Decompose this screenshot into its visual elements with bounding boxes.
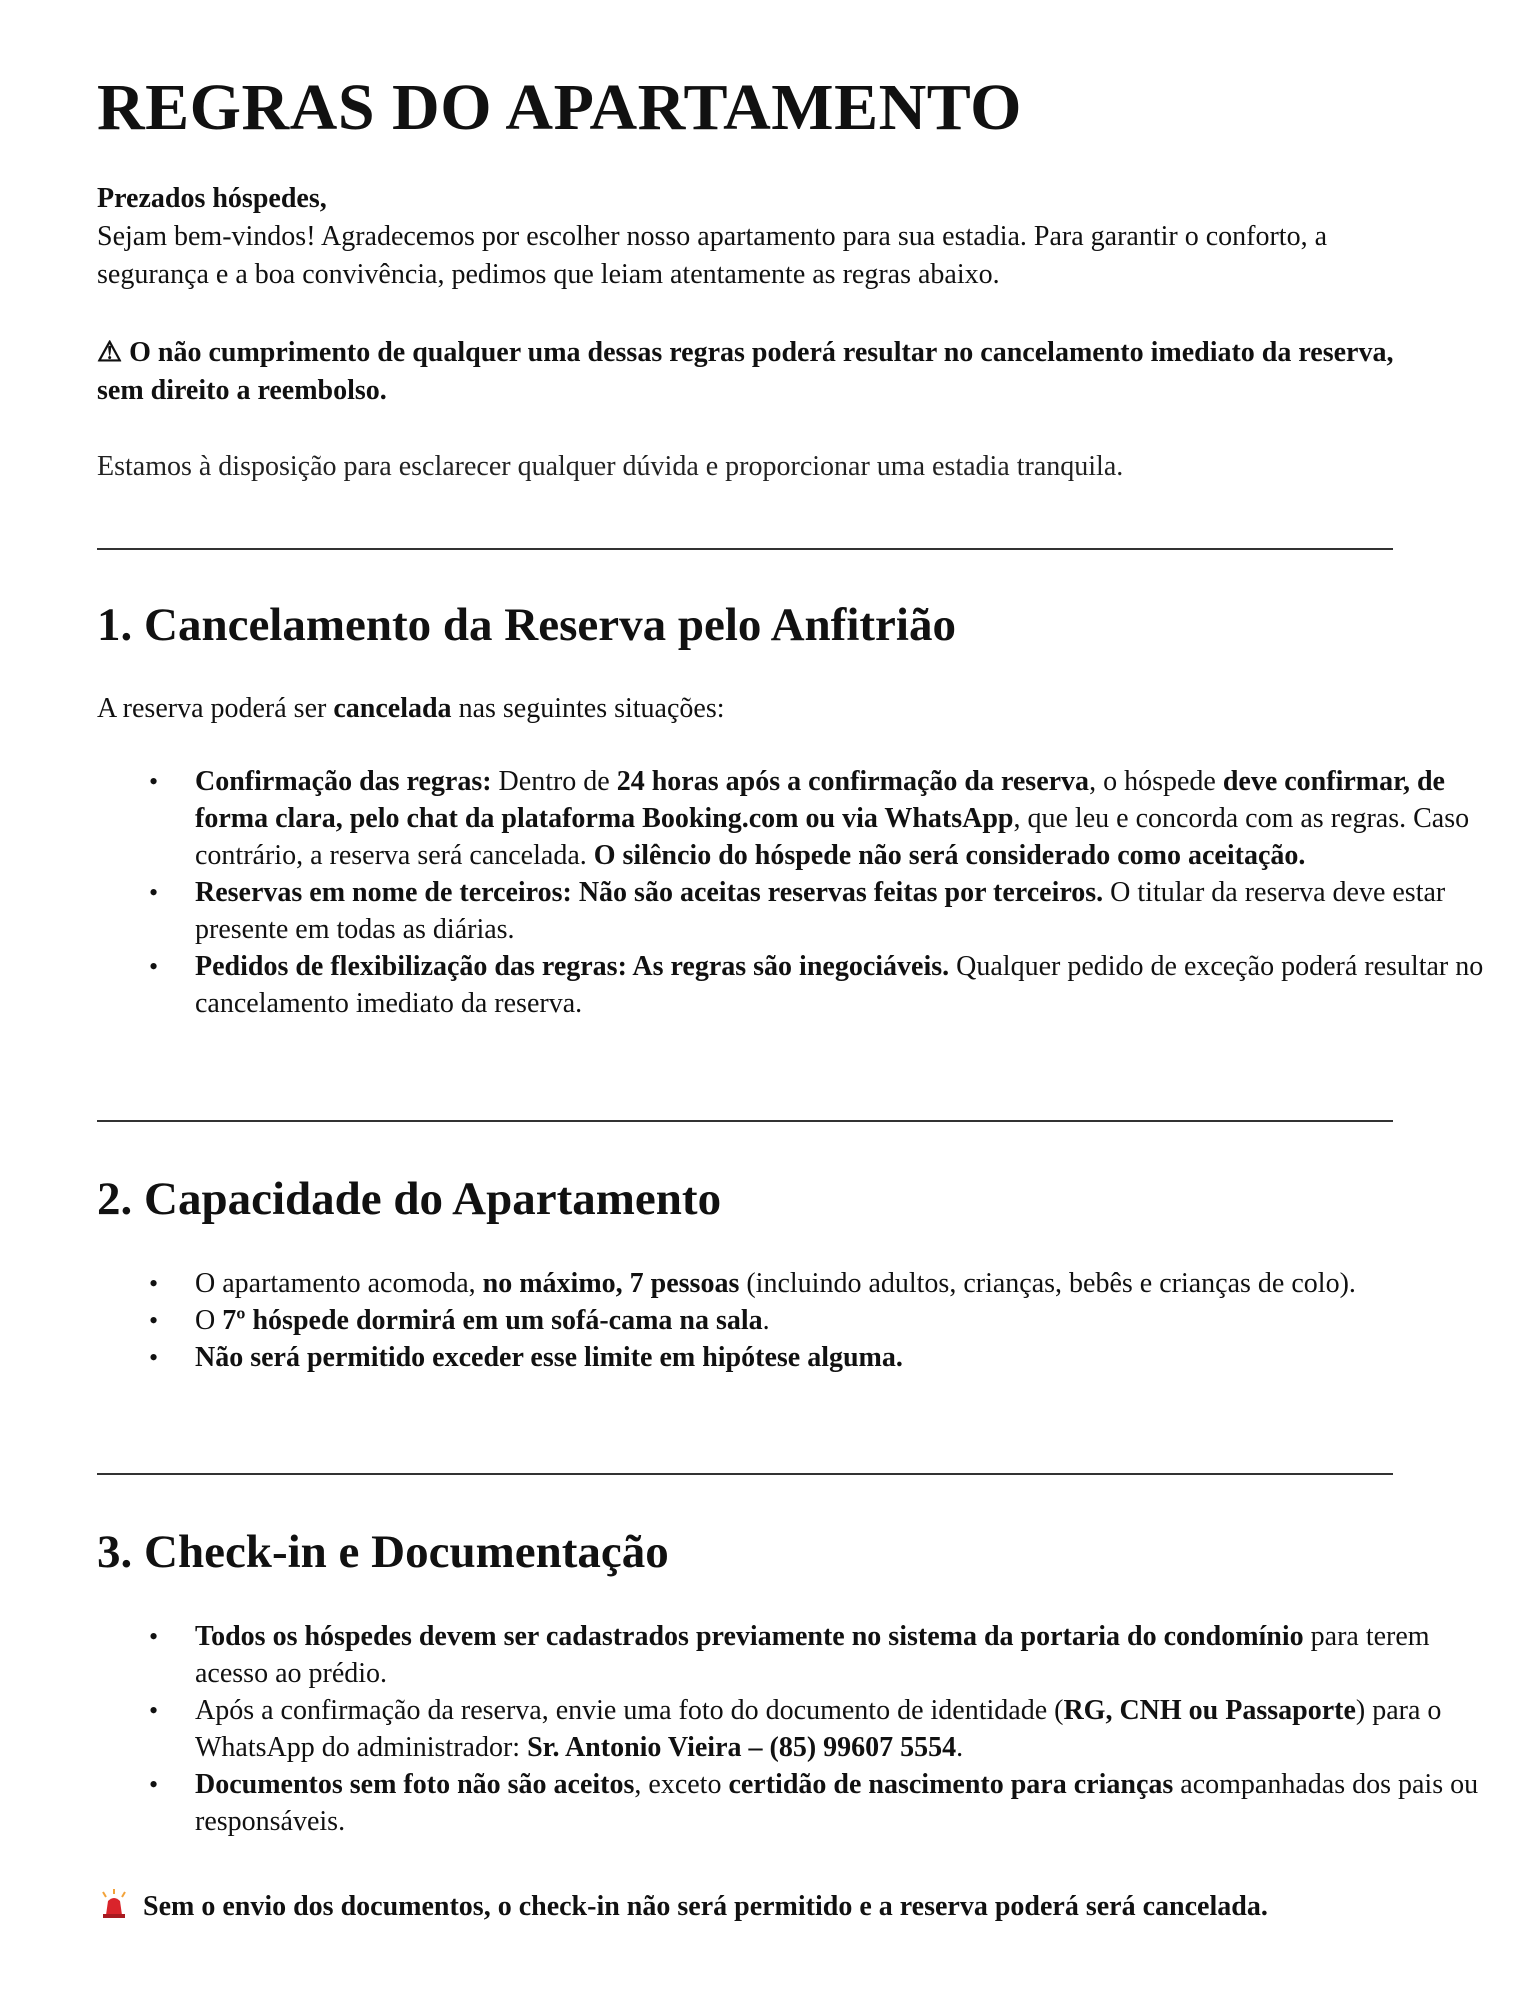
list-item: [149, 1692, 1495, 1766]
item-text: Sr. Antonio Vieira – (85) 99607 5554: [527, 1732, 957, 1763]
bullet-icon: •: [149, 1696, 159, 1725]
section-2-title: 2. Capacidade do Apartamento: [97, 1173, 722, 1225]
closing-text: Estamos à disposição para esclarecer qualquer dúvida e proporcionar uma estadia tranquila.: [97, 451, 1124, 482]
siren-icon: [97, 1889, 131, 1919]
bullet-icon: •: [149, 1343, 159, 1372]
item-text: Dentro de: [491, 766, 617, 797]
item-text: .: [956, 1732, 964, 1763]
item-text: 7º hóspede dormirá em um sofá-cama na sala: [222, 1305, 763, 1336]
item-text: Pedidos de flexibilização das regras: As regras são inegociáveis.: [195, 951, 950, 982]
item-text: certidão de nascimento para crianças: [728, 1769, 1174, 1800]
bullet-icon: •: [149, 767, 159, 796]
section-1-lead: [97, 690, 725, 728]
section-1-title: 1. Cancelamento da Reserva pelo Anfitrião: [97, 599, 956, 651]
bullet-icon: •: [149, 878, 159, 907]
section-2-list: [97, 1265, 1495, 1376]
item-text: Após a confirmação da reserva, envie uma foto do documento de identidade (: [195, 1695, 1064, 1726]
page-title: REGRAS DO APARTAMENTO: [97, 71, 1022, 144]
section-3-list: [97, 1618, 1495, 1840]
list-item: [149, 1265, 1495, 1302]
final-warning-text: Sem o envio dos documentos, o check-in não será permitido e a reserva poderá será cancelada.: [143, 1891, 1268, 1922]
item-text: .: [762, 1305, 770, 1336]
item-text: Confirmação das regras:: [195, 766, 492, 797]
list-item: [149, 763, 1495, 874]
item-text: (incluindo adultos, crianças, bebês e crianças de colo).: [739, 1268, 1356, 1299]
item-text: Documentos sem foto não são aceitos: [195, 1769, 635, 1800]
item-text: Reservas em nome de terceiros: Não são aceitas reservas feitas por terceiros.: [195, 877, 1104, 908]
item-text: , que leu e concorda com as regras. Caso contrário, a reserva será cancelada.: [195, 803, 1470, 871]
item-text: O titular da reserva deve estar presente em todas as diárias.: [195, 877, 1446, 945]
bullet-icon: •: [149, 1622, 159, 1651]
item-text: no máximo, 7 pessoas: [482, 1268, 740, 1299]
lead-bold: cancelada: [333, 693, 452, 724]
item-text: Qualquer pedido de exceção poderá resultar no cancelamento imediato da reserva.: [195, 951, 1484, 1019]
intro-section: [97, 180, 1397, 486]
divider: [97, 1120, 1393, 1122]
list-item: [149, 948, 1495, 1022]
section-1-list: [97, 763, 1495, 1022]
greeting: Prezados hóspedes,: [97, 183, 327, 214]
list-item: [149, 1302, 1495, 1339]
item-text: , exceto: [634, 1769, 729, 1800]
item-text: para terem acesso ao prédio.: [195, 1621, 1430, 1689]
list-item: [149, 1618, 1495, 1692]
divider: [97, 548, 1393, 550]
item-text: O: [195, 1305, 223, 1336]
item-text: O silêncio do hóspede não será considerado como aceitação.: [593, 840, 1306, 871]
warning-icon: ⚠: [97, 337, 123, 368]
final-warning: [97, 1888, 1397, 1926]
list-item: [149, 1766, 1495, 1840]
warning-text: [97, 334, 1397, 410]
item-text: acompanhadas dos pais ou responsáveis.: [195, 1769, 1479, 1837]
item-text: Todos os hóspedes devem ser cadastrados previamente no sistema da portaria do condomínio: [195, 1621, 1304, 1652]
welcome-text: Sejam bem-vindos! Agradecemos por escolher nosso apartamento para sua estadia. Para garantir o conforto, a segurança e a boa convivência, pedimos que leiam atentamente as regras abaixo.: [97, 221, 1328, 290]
item-text: , o hóspede: [1089, 766, 1223, 797]
item-text: deve confirmar, de forma clara, pelo chat da plataforma Booking.com ou via WhatsApp: [195, 766, 1445, 834]
item-text: RG, CNH ou Passaporte: [1063, 1695, 1356, 1726]
bullet-icon: •: [149, 952, 159, 981]
divider: [97, 1473, 1393, 1475]
lead-text: nas seguintes situações:: [451, 693, 725, 724]
list-item: [149, 874, 1495, 948]
bullet-icon: •: [149, 1770, 159, 1799]
section-3-title: 3. Check-in e Documentação: [97, 1526, 669, 1578]
warning-message: O não cumprimento de qualquer uma dessas regras poderá resultar no cancelamento imediato da reserva, sem direito a reembolso.: [97, 337, 1394, 406]
list-item: [149, 1339, 1495, 1376]
bullet-icon: •: [149, 1306, 159, 1335]
item-text: O apartamento acomoda,: [195, 1268, 483, 1299]
bullet-icon: •: [149, 1269, 159, 1298]
item-text: 24 horas após a confirmação da reserva: [616, 766, 1090, 797]
lead-text: A reserva poderá ser: [97, 693, 334, 724]
item-text: Não será permitido exceder esse limite em hipótese alguma.: [195, 1342, 903, 1373]
item-text: ) para o WhatsApp do administrador:: [195, 1695, 1442, 1763]
